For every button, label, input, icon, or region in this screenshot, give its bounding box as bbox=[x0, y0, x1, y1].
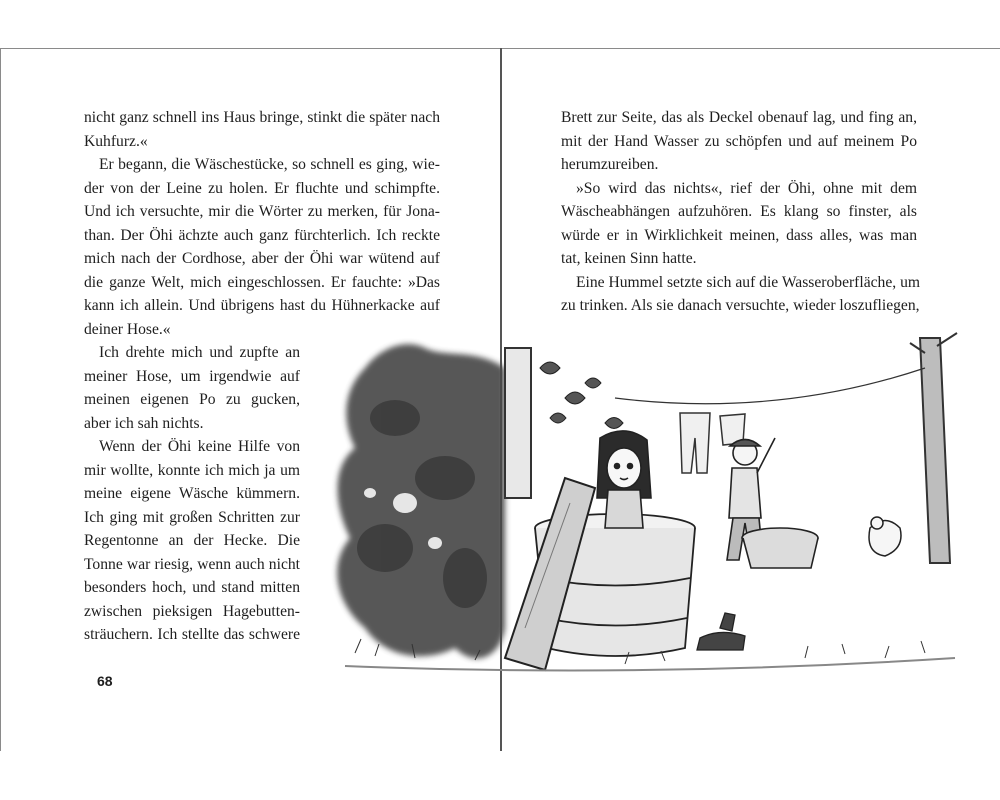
text-line: Er begann, die Wäschestücke, so schnell es ging, wie- bbox=[99, 156, 440, 173]
page-number: 68 bbox=[97, 673, 113, 689]
text-line: herumzureiben. bbox=[561, 156, 659, 173]
text-line: Kuhfurz.« bbox=[84, 133, 148, 150]
text-line: der von der Leine zu holen. Er fluchte und schimpfte. bbox=[84, 180, 440, 197]
garden-illustration bbox=[325, 328, 965, 698]
text-line: »So wird das nichts«, rief der Öhi, ohne mit dem bbox=[576, 180, 917, 197]
text-line: deiner Hose.« bbox=[84, 321, 171, 338]
text-line: sträuchern. Ich stellte das schwere bbox=[84, 626, 300, 643]
text-line: Tonne war riesig, wenn auch nicht bbox=[84, 556, 300, 573]
text-line: Regentonne an der Hecke. Die bbox=[84, 532, 300, 549]
text-line: Und ich versuchte, mir die Wörter zu merken, für Jona- bbox=[84, 203, 440, 220]
text-line: meine eigene Wäsche kümmern. bbox=[84, 485, 300, 502]
text-line: zwischen pieksigen Hagebutten- bbox=[84, 603, 300, 620]
tree-trunk-right bbox=[910, 333, 957, 563]
tree-trunk-left bbox=[505, 348, 531, 498]
text-line: Wäscheabhängen aufzuhören. Es klang so finster, als bbox=[561, 203, 917, 220]
text-line: besonders hoch, und stand mitten bbox=[84, 579, 300, 596]
text-line: würde er in Wirklichkeit meinen, dass alles, was man bbox=[561, 227, 917, 244]
clothesline bbox=[615, 368, 925, 404]
text-line: die ganze Welt, mich eingeschlossen. Er fauchte: »Das bbox=[84, 274, 440, 291]
laundry-basket bbox=[742, 528, 818, 568]
text-line: Ich drehte mich und zupfte an bbox=[99, 344, 300, 361]
text-line: Eine Hummel setzte sich auf die Wasseroberfläche, um bbox=[576, 274, 920, 291]
text-line: than. Der Öhi ächzte auch ganz fürchterlich. Ich reckte bbox=[84, 227, 440, 244]
boots bbox=[697, 613, 745, 650]
hedge-wash bbox=[337, 344, 505, 658]
text-line: meinen eigenen Po zu gucken, bbox=[84, 391, 300, 408]
text-line: Wenn der Öhi keine Hilfe von bbox=[99, 438, 300, 455]
chicken bbox=[869, 517, 901, 556]
text-line: mir wollte, konnte ich mich ja um bbox=[84, 462, 300, 479]
text-line: aber ich sah nichts. bbox=[84, 415, 204, 432]
text-line: Ich ging mit großen Schritten zur bbox=[84, 509, 300, 526]
text-line: tat, keinen Sinn hatte. bbox=[561, 250, 697, 267]
text-line: nicht ganz schnell ins Haus bringe, stinkt die später nach bbox=[84, 109, 440, 126]
text-line: mit der Hand Wasser zu schöpfen und auf meinem Po bbox=[561, 133, 917, 150]
text-line: meiner Hose, um irgendwie auf bbox=[84, 368, 300, 385]
leaves bbox=[540, 362, 623, 429]
text-line: Brett zur Seite, das als Deckel obenauf lag, und fing an, bbox=[561, 109, 917, 126]
text-line: zu trinken. Als sie danach versuchte, wieder loszufliegen, bbox=[561, 297, 920, 314]
text-line: kann ich allein. Und übrigens hast du Hühnerkacke auf bbox=[84, 297, 440, 314]
text-line: mich nach der Cordhose, aber der Öhi war wütend auf bbox=[84, 250, 440, 267]
